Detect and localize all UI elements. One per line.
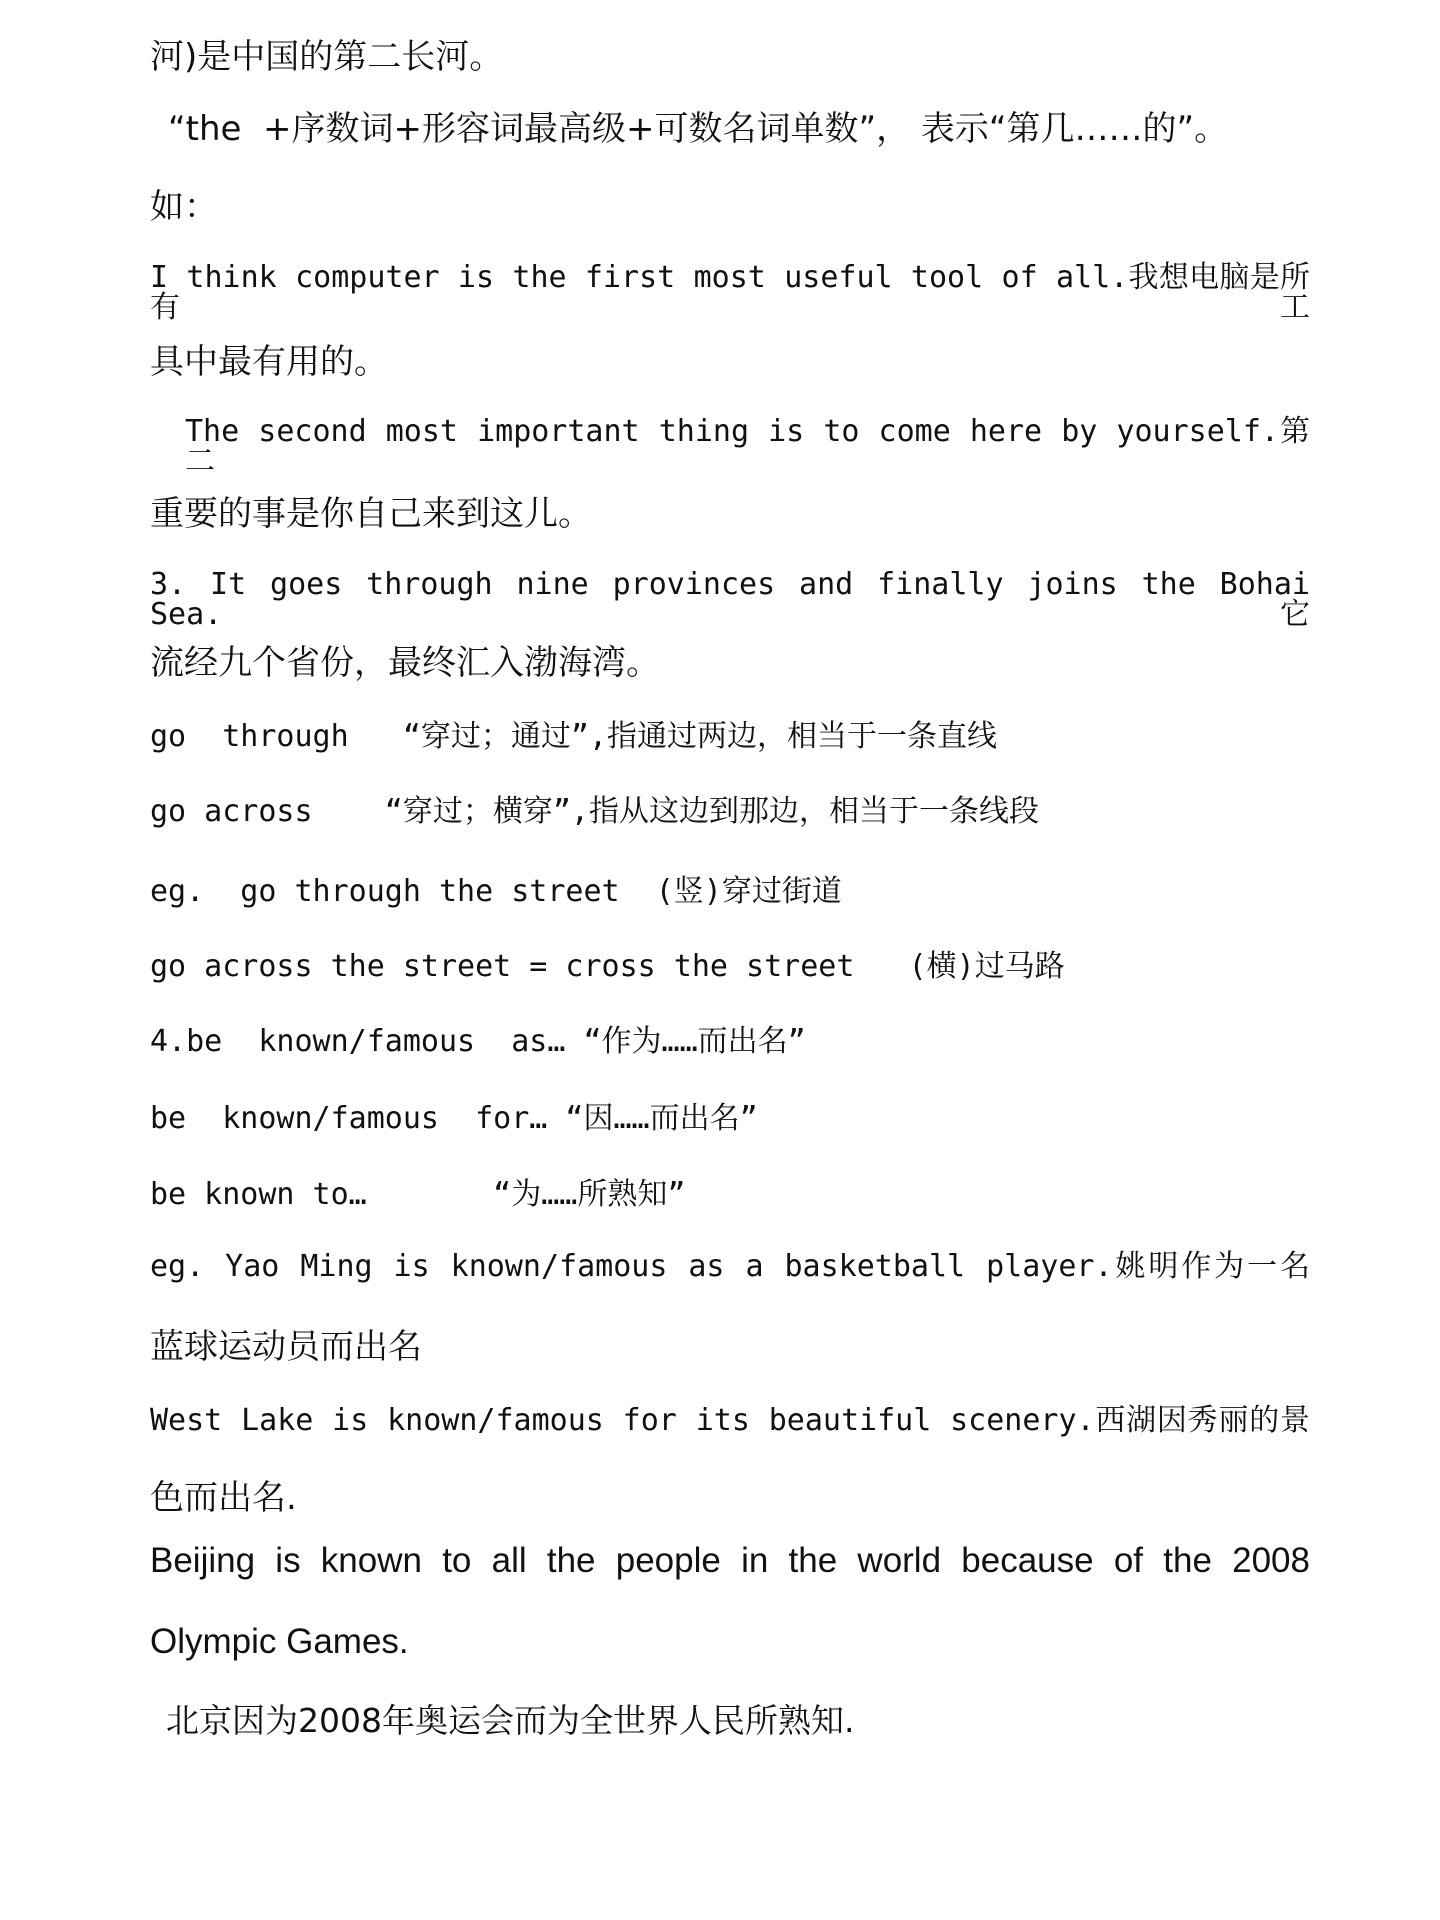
text-line-22: Olympic Games. <box>150 1622 409 1661</box>
text-line-1: 河)是中国的第二长河。 <box>150 37 504 77</box>
text-line-2: “the +序数词+形容词最高级+可数名词单数”， 表示“第几……的”。 <box>168 109 1229 149</box>
text-line-13: go across the street = cross the street (横)过马路 <box>150 949 1065 984</box>
text-line-10: go through “穿过；通过”,指通过两边，相当于一条直线 <box>150 719 998 754</box>
text-line-12: eg. go through the street (竖)穿过街道 <box>150 874 842 909</box>
text-line-7: 重要的事是你自己来到这儿。 <box>150 494 592 534</box>
text-line-9: 流经九个省份，最终汇入渤海湾。 <box>150 643 660 683</box>
text-line-14: 4.be known/famous as… “作为……而出名” <box>150 1024 806 1059</box>
text-line-11: go across “穿过；横穿”,指从这边到那边，相当于一条线段 <box>150 794 1039 829</box>
text-line-20: 色而出名. <box>150 1478 297 1518</box>
text-line-6: The second most important thing is to come here by yourself.第二 <box>185 414 1310 479</box>
text-line-5: 具中最有用的。 <box>150 342 388 382</box>
text-line-4: I think computer is the first most useful tool of all.我想电脑是所有工 <box>150 260 1310 325</box>
text-line-16: be known to… “为……所熟知” <box>150 1177 686 1212</box>
text-line-15: be known/famous for… “因……而出名” <box>150 1101 758 1136</box>
text-line-3: 如： <box>150 187 218 227</box>
text-line-18: 蓝球运动员而出名 <box>150 1327 422 1367</box>
text-line-17: eg. Yao Ming is known/famous as a basketball player.姚明作为一名 <box>150 1249 1310 1284</box>
text-line-23: 北京因为2008年奥运会而为全世界人民所熟知. <box>166 1701 855 1740</box>
text-line-19: West Lake is known/famous for its beautiful scenery.西湖因秀丽的景 <box>150 1403 1310 1438</box>
text-line-8: 3. It goes through nine provinces and finally joins the Bohai Sea.它 <box>150 567 1310 632</box>
text-line-21: Beijing is known to all the people in the world because of the 2008 <box>150 1541 1310 1580</box>
